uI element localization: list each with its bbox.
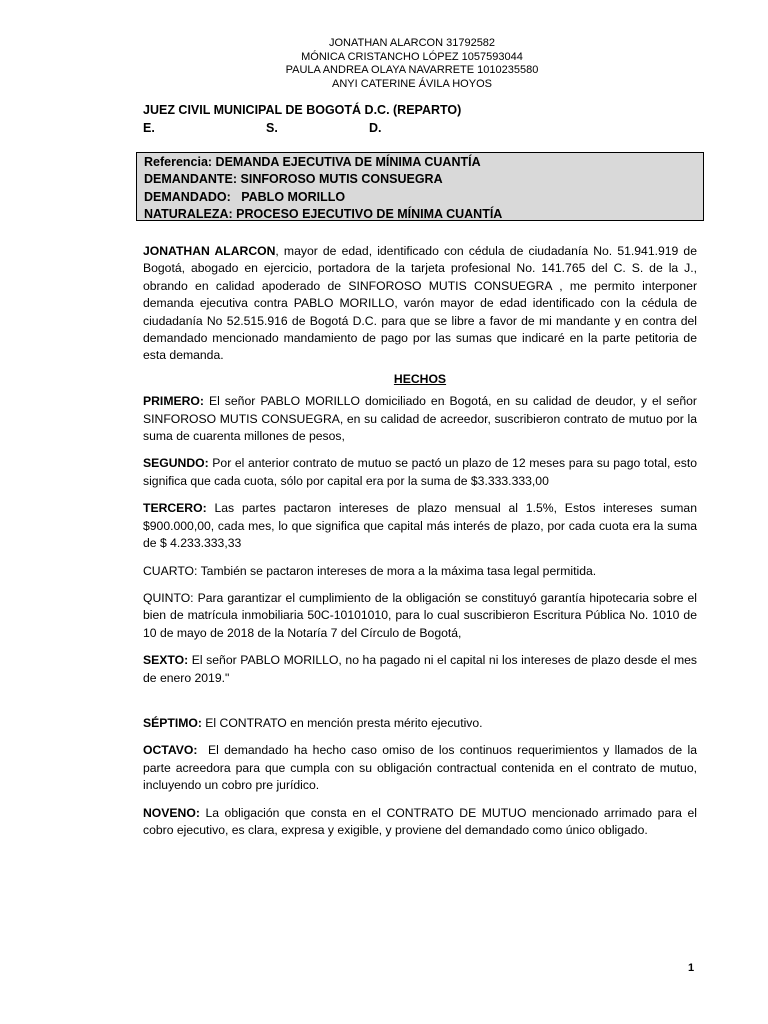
intro-paragraph xyxy=(143,243,697,365)
fact-label: SEGUNDO: xyxy=(143,456,209,471)
fact-text: La obligación que consta en el CONTRATO DE MUTUO mencionado arrimado para el cobro ejecutivo, es clara, expresa y exigible, y proviene del demandado como único obligado. xyxy=(143,805,697,837)
fact-label: NOVENO: xyxy=(143,805,200,820)
fact-text: El señor PABLO MORILLO, no ha pagado ni el capital ni los intereses de plazo desde el mes de enero 2019." xyxy=(143,653,697,685)
esd-d: D. xyxy=(369,121,382,135)
header-line: PAULA ANDREA OLAYA NAVARRETE 1010235580 xyxy=(285,64,539,76)
nature-line: NATURALEZA: PROCESO EJECUTIVO DE MÍNIMA CUANTÍA xyxy=(144,207,503,222)
addressee-title: JUEZ CIVIL MUNICIPAL DE BOGOTÁ D.C. (REPARTO) xyxy=(143,103,462,117)
header-line: JONATHAN ALARCON 31792582 xyxy=(328,37,496,49)
fact-label: SEXTO: xyxy=(143,653,189,668)
fact-text: El señor PABLO MORILLO domiciliado en Bogotá, en su calidad de deudor, y el señor SINFOROSO MUTIS CONSUEGRA, en su calidad de acreedor, suscribieron contrato de mutuo por la suma de cuarenta millones de pesos, xyxy=(143,394,697,444)
fact-paragraph xyxy=(143,805,697,840)
fact-text: Las partes pactaron intereses de plazo mensual al 1.5%, Estos intereses suman $900.000,00, cada mes, lo que significa que capital más interés de plazo, por cada cuota era la suma de $ 4.233.333,33 xyxy=(143,501,697,551)
reference-box xyxy=(136,152,704,221)
section-title: HECHOS xyxy=(393,371,447,386)
fact-paragraph xyxy=(143,715,697,732)
header-names xyxy=(0,37,768,91)
fact-paragraph xyxy=(143,500,697,552)
fact-label: PRIMERO: xyxy=(143,394,204,409)
fact-label: TERCERO: xyxy=(143,501,207,516)
page-number: 1 xyxy=(688,962,695,974)
fact-text: CUARTO: También se pactaron intereses de mora a la máxima tasa legal permitida. xyxy=(143,563,597,578)
intro-lead: JONATHAN ALARCON xyxy=(143,244,276,258)
document-body xyxy=(143,243,701,849)
spacer xyxy=(143,697,697,715)
plaintiff-line: DEMANDANTE: SINFOROSO MUTIS CONSUEGRA xyxy=(144,172,443,187)
fact-text: El demandado ha hecho caso omiso de los continuos requerimientos y llamados de la parte acreedora para que cumpla con su obligación contractual contenida en el contrato de mutuo, incluyendo un cobro pre jurídico. xyxy=(143,743,701,793)
esd-line xyxy=(143,119,461,137)
fact-paragraph xyxy=(143,590,697,642)
fact-paragraph xyxy=(143,563,697,580)
esd-s: S. xyxy=(266,121,278,135)
addressee xyxy=(143,101,461,137)
fact-paragraph xyxy=(143,652,697,687)
fact-paragraph xyxy=(143,393,697,445)
fact-label: OCTAVO: xyxy=(143,743,198,758)
header-line: ANYI CATERINE ÁVILA HOYOS xyxy=(332,77,492,90)
fact-text: El CONTRATO en mención presta mérito ejecutivo. xyxy=(201,715,483,730)
esd-e: E. xyxy=(143,121,155,135)
intro-text: , mayor de edad, identificado con cédula de ciudadanía No. 51.941.919 de Bogotá, abogado en ejercicio, portadora de la tarjeta profesional No. 141.765 del C. S. de la J., obrando en calidad apoderado de SINFOROSO MUTIS CONSUEGRA , me permito interponer demanda ejecutiva contra PABLO MORILLO, varón mayor de edad identificado con la cédula de ciudadanía No 52.515.916 de Bogotá D.C. para que se libre a favor de mi mandante y en contra del demandado mencionado mandamiento de pago por las sumas que indicaré en la parte petitoria de esta demanda. xyxy=(143,244,697,363)
fact-paragraph xyxy=(143,742,701,794)
header-line: MÓNICA CRISTANCHO LÓPEZ 1057593044 xyxy=(301,50,523,63)
reference-line: Referencia: DEMANDA EJECUTIVA DE MÍNIMA CUANTÍA xyxy=(144,155,481,169)
fact-text: QUINTO: Para garantizar el cumplimiento de la obligación se constituyó garantía hipotecaria sobre el bien de matrícula inmobiliaria 50C-10101010, para lo cual suscribieron Escritura Pública No. 1010 de 10 de mayo de 2018 de la Notaría 7 del Círculo de Bogotá, xyxy=(143,590,697,640)
fact-text: Por el anterior contrato de mutuo se pactó un plazo de 12 meses para su pago total, esto significa que cada cuota, sólo por capital era por la suma de $3.333.333,00 xyxy=(143,456,697,488)
fact-paragraph xyxy=(143,455,697,490)
defendant-line: DEMANDADO: PABLO MORILLO xyxy=(144,189,346,204)
fact-label: SÉPTIMO: xyxy=(143,715,202,730)
